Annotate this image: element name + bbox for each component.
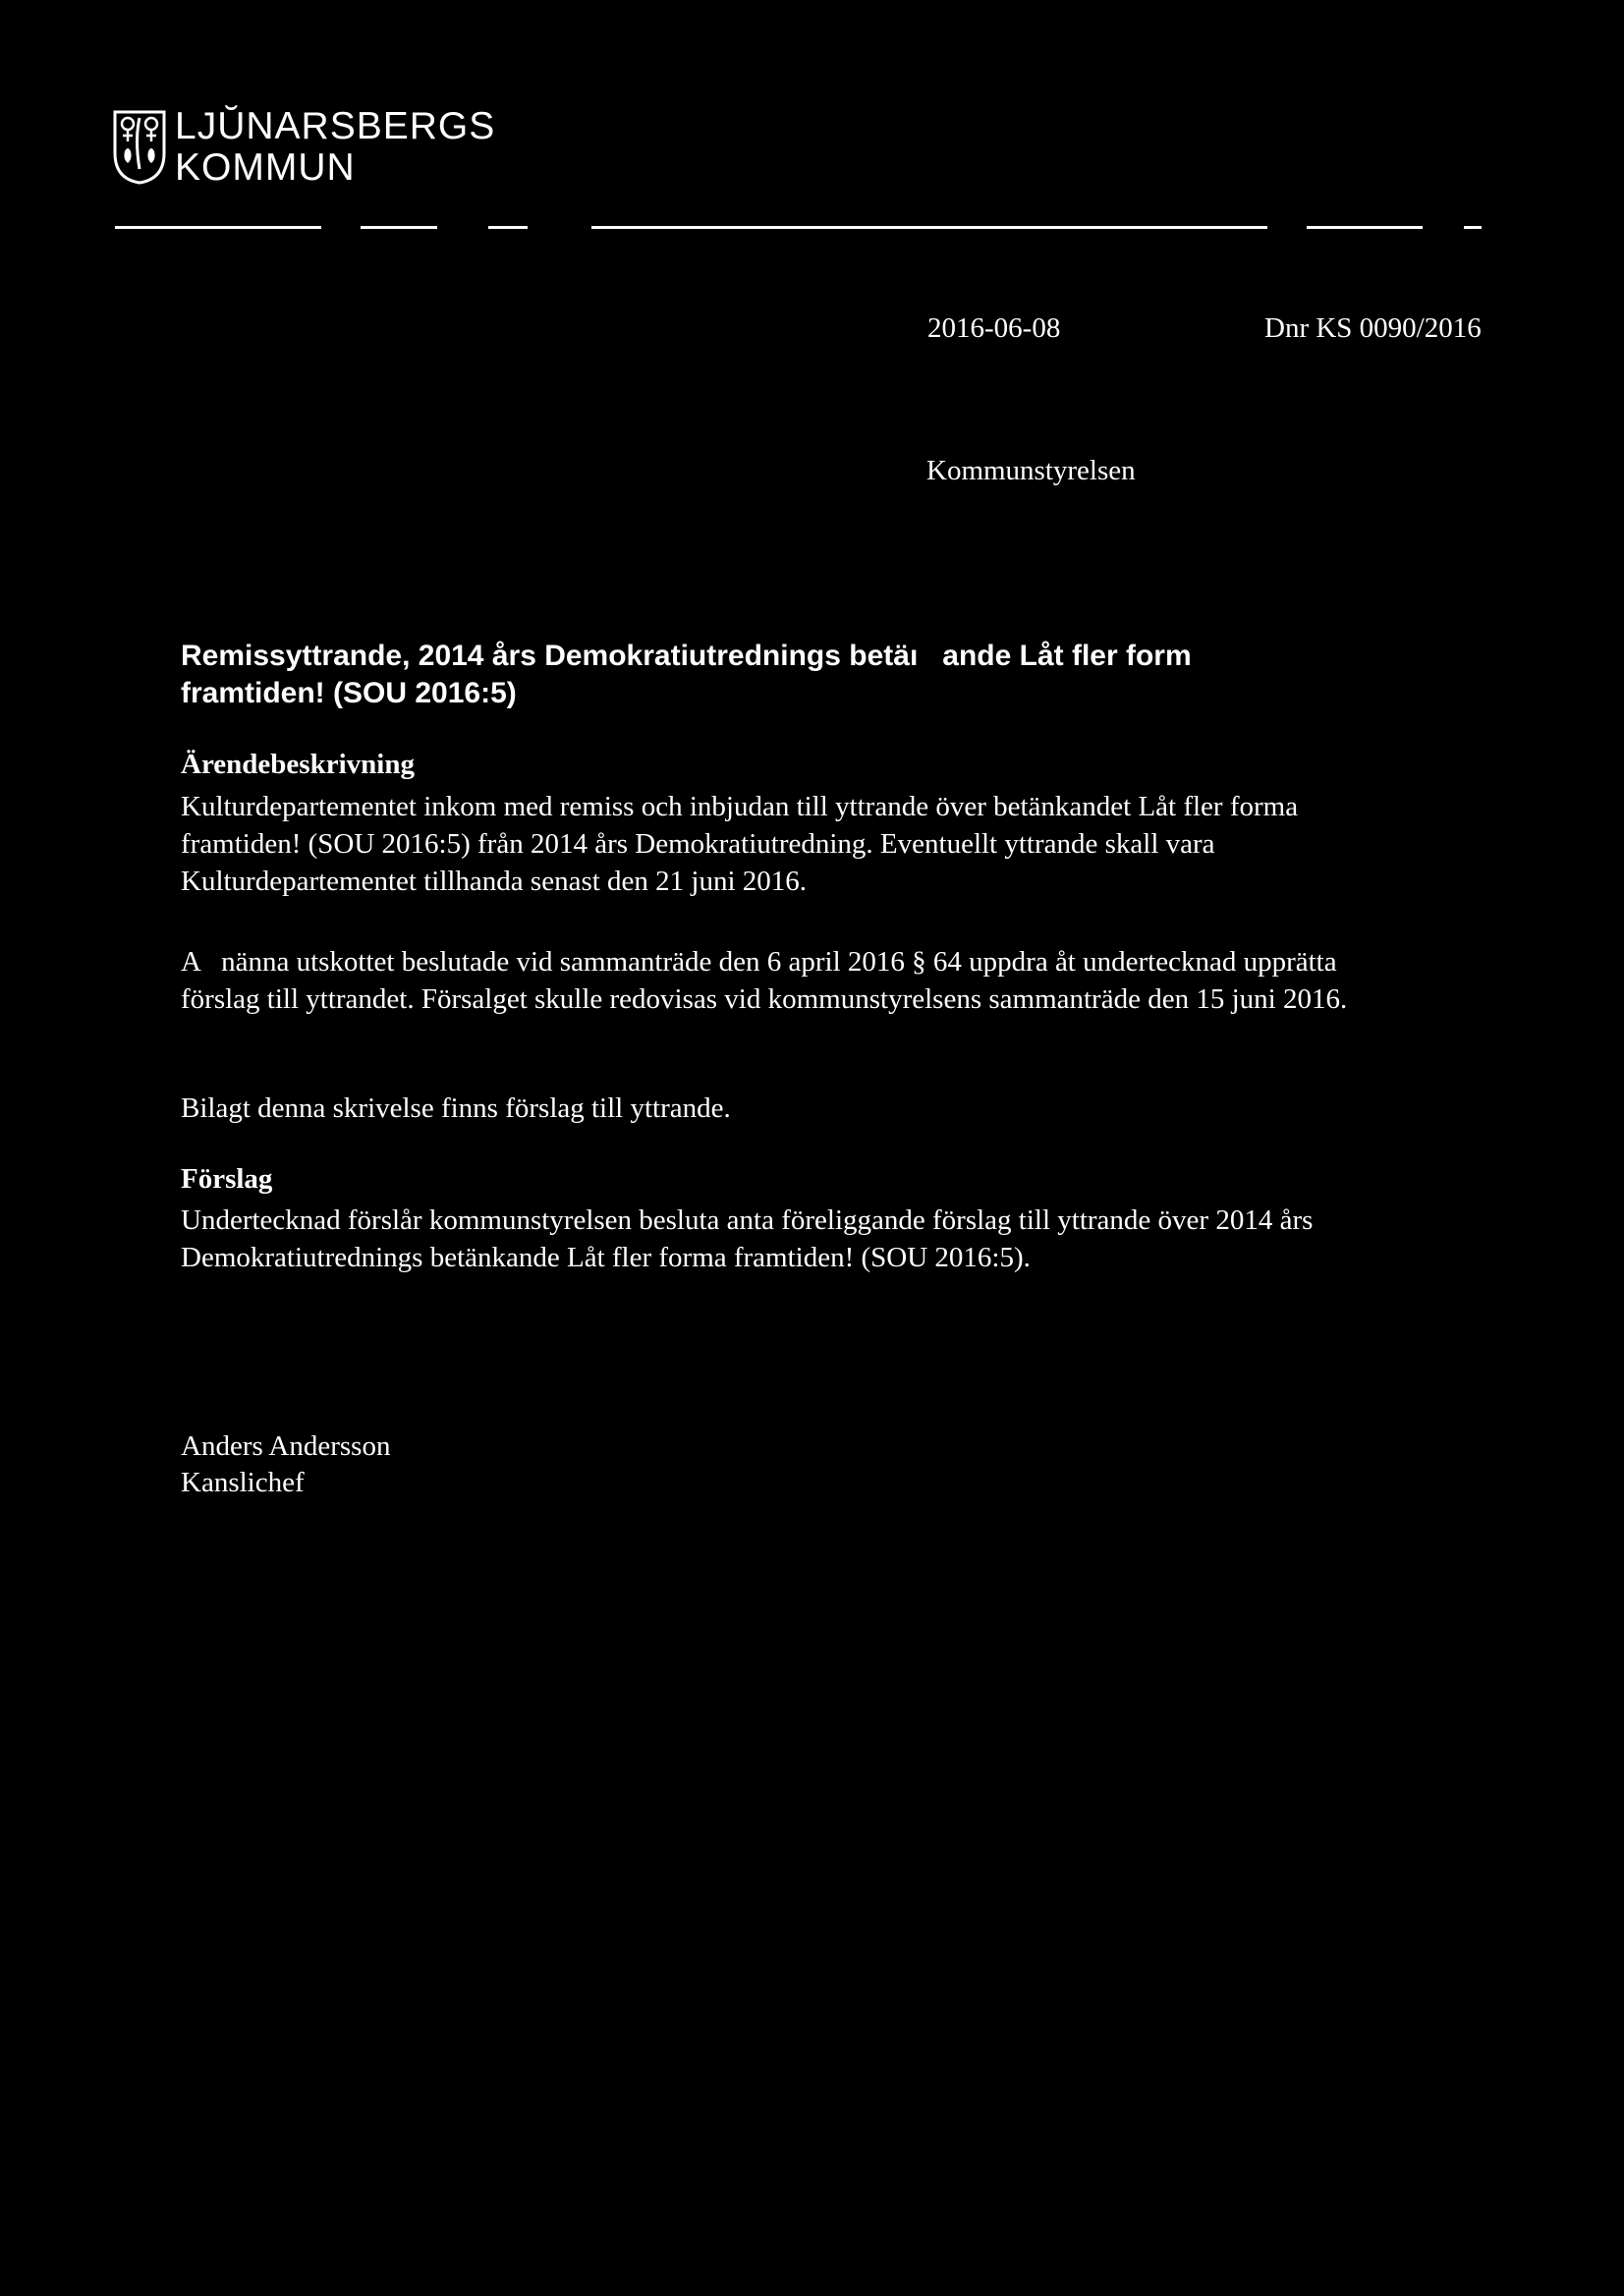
municipal-coat-of-arms-icon — [113, 110, 166, 185]
recipient: Kommunstyrelsen — [926, 455, 1136, 486]
signatory-title: Kanslichef — [181, 1467, 305, 1498]
document-date: 2016-06-08 — [927, 312, 1061, 344]
header-rule-segment — [488, 226, 528, 229]
paragraph-bilaga: Bilagt denna skrivelse finns förslag till yttrande. — [181, 1092, 731, 1124]
paragraph-arende: Kulturdepartementet inkom med remiss och inbjudan till yttrande över betänkandet Låt fler forma framtiden! (SOU 2016:5) från 2014 års Demokratiutredning. Eventuellt yttrande skall vara Kulturdepartementet tillhanda senast den 21 juni 2016. — [181, 791, 1299, 897]
org-line-2: KOMMUN — [175, 146, 356, 189]
header-rule-segment — [361, 226, 437, 229]
paragraph-utskottet: A nänna utskottet beslutade vid sammanträde den 6 april 2016 § 64 uppdra åt undertecknad upprätta förslag till yttrandet. Försalget skulle redovisas vid kommunstyrelsens sammanträde den 15 juni 2016. — [181, 946, 1348, 1015]
section-heading-forslag: Förslag — [181, 1163, 273, 1195]
diary-number: Dnr KS 0090/2016 — [1264, 312, 1482, 344]
title-line-1: Remissyttrande, 2014 års Demokratiutrednings betäı ande Låt fler form — [181, 640, 1192, 672]
header-rule-segment — [1307, 226, 1423, 229]
signatory-name: Anders Andersson — [181, 1430, 391, 1462]
organization-name — [175, 106, 495, 189]
org-line-1: LJŬNARSBERGS — [175, 105, 496, 147]
paragraph-forslag: Undertecknad förslår kommunstyrelsen besluta anta föreliggande förslag till yttrande över 2014 års Demokratiutrednings betänkande Låt fler forma framtiden! (SOU 2016:5). — [181, 1204, 1314, 1273]
header-rule-segment — [1464, 226, 1482, 229]
section-heading-arende: Ärendebeskrivning — [181, 749, 415, 780]
title-line-2: framtiden! (SOU 2016:5) — [181, 677, 517, 709]
document-title — [181, 638, 1360, 712]
header-rule-segment — [591, 226, 1267, 229]
header-rule-segment — [115, 226, 321, 229]
